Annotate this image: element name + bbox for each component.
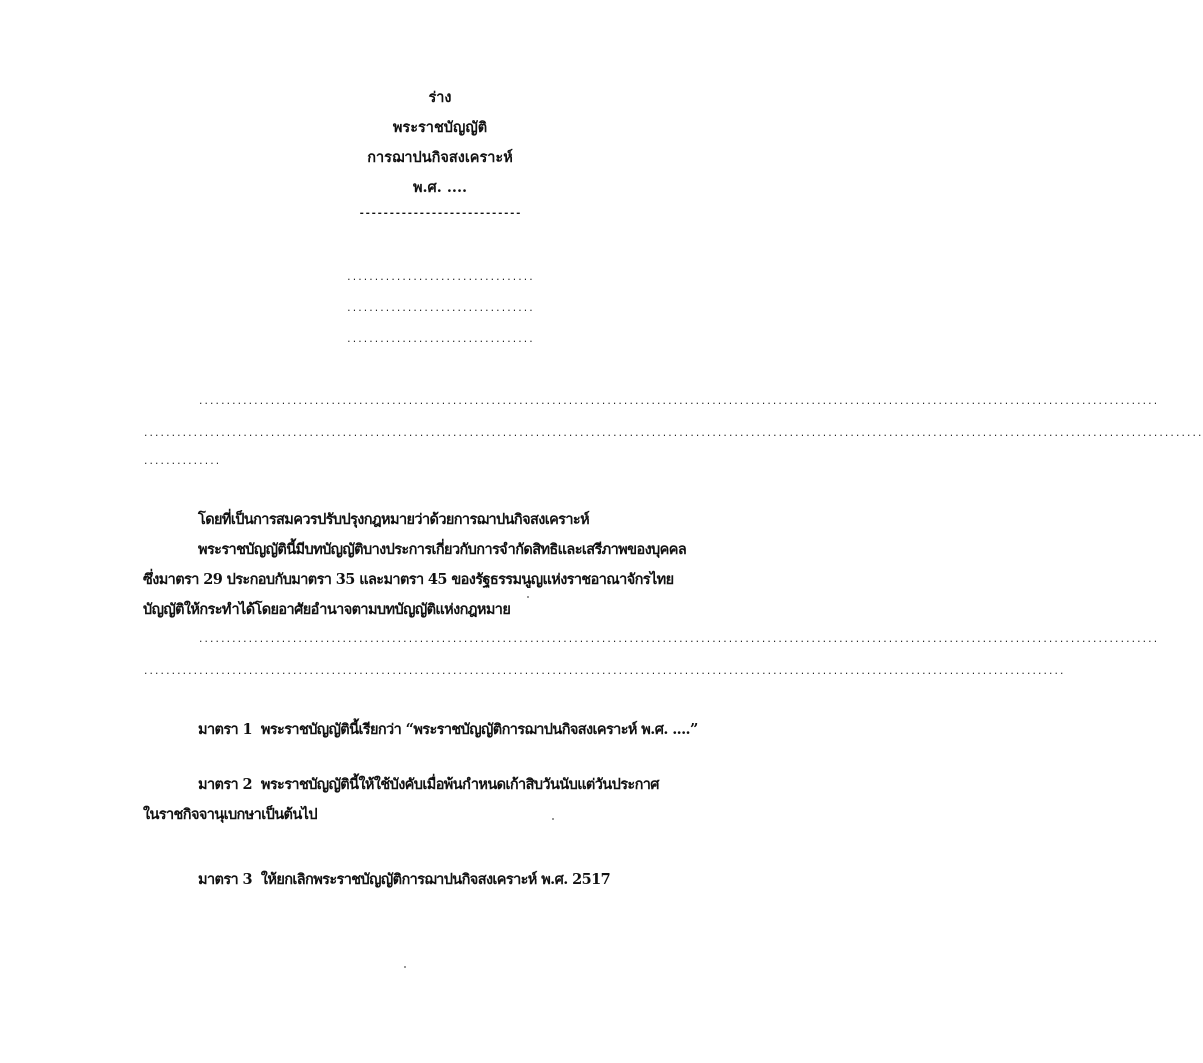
scan-speck: [552, 818, 554, 820]
section-1: [198, 720, 698, 740]
preamble-placeholder-line: ..............................................................................................................................................................................: [198, 397, 1159, 407]
enactment-placeholder-line: .......................................................................................................................................................................: [143, 667, 1065, 677]
scan-speck: [404, 966, 406, 968]
preamble-line: ซึ่งมาตรา 29 ประกอบกับมาตรา 35 และมาตรา 45 ของรัฐธรรมนูญแห่งราชอาณาจักรไทย: [143, 571, 674, 588]
section-2: [198, 775, 659, 795]
section-text: ให้ยกเลิกพระราชบัญญัติการฌาปนกิจสงเคราะห์ พ.ศ. 2517: [260, 871, 611, 888]
act-year: พ.ศ. ....: [412, 179, 468, 196]
preamble-line: บัญญัติให้กระทำได้โดยอาศัยอำนาจตามบทบัญญัติแห่งกฎหมาย: [143, 601, 511, 618]
scan-speck: [527, 596, 529, 598]
header-separator: ---------------------------: [358, 208, 522, 219]
section-text: พระราชบัญญัตินี้เรียกว่า “พระราชบัญญัติการฌาปนกิจสงเคราะห์ พ.ศ. ....”: [260, 721, 698, 738]
signature-placeholder: ..................................: [346, 304, 534, 314]
preamble-placeholder-line: ................................................................................................................................................................................................: [143, 429, 1203, 439]
signature-placeholder: ..................................: [346, 273, 534, 283]
signature-placeholder: ..................................: [346, 335, 534, 345]
preamble-placeholder-line: ..............: [143, 457, 221, 467]
section-label: มาตรา 3: [198, 871, 252, 888]
preamble-line: โดยที่เป็นการสมควรปรับปรุงกฎหมายว่าด้วยการฌาปนกิจสงเคราะห์: [198, 511, 590, 528]
section-label: มาตรา 2: [198, 776, 252, 793]
section-3: [198, 870, 610, 890]
draft-label: ร่าง: [428, 89, 452, 106]
section-text: พระราชบัญญัตินี้ให้ใช้บังคับเมื่อพ้นกำหนดเก้าสิบวันนับแต่วันประกาศ: [260, 776, 659, 793]
preamble-line: พระราชบัญญัตินี้มีบทบัญญัติบางประการเกี่ยวกับการจำกัดสิทธิและเสรีภาพของบุคคล: [198, 541, 687, 558]
act-label: พระราชบัญญัติ: [392, 119, 488, 136]
enactment-placeholder-line: ..............................................................................................................................................................................: [198, 635, 1159, 645]
section-label: มาตรา 1: [198, 721, 252, 738]
section-2-continuation: ในราชกิจจานุเบกษาเป็นต้นไป: [143, 806, 317, 823]
act-name: การฌาปนกิจสงเคราะห์: [367, 149, 513, 166]
